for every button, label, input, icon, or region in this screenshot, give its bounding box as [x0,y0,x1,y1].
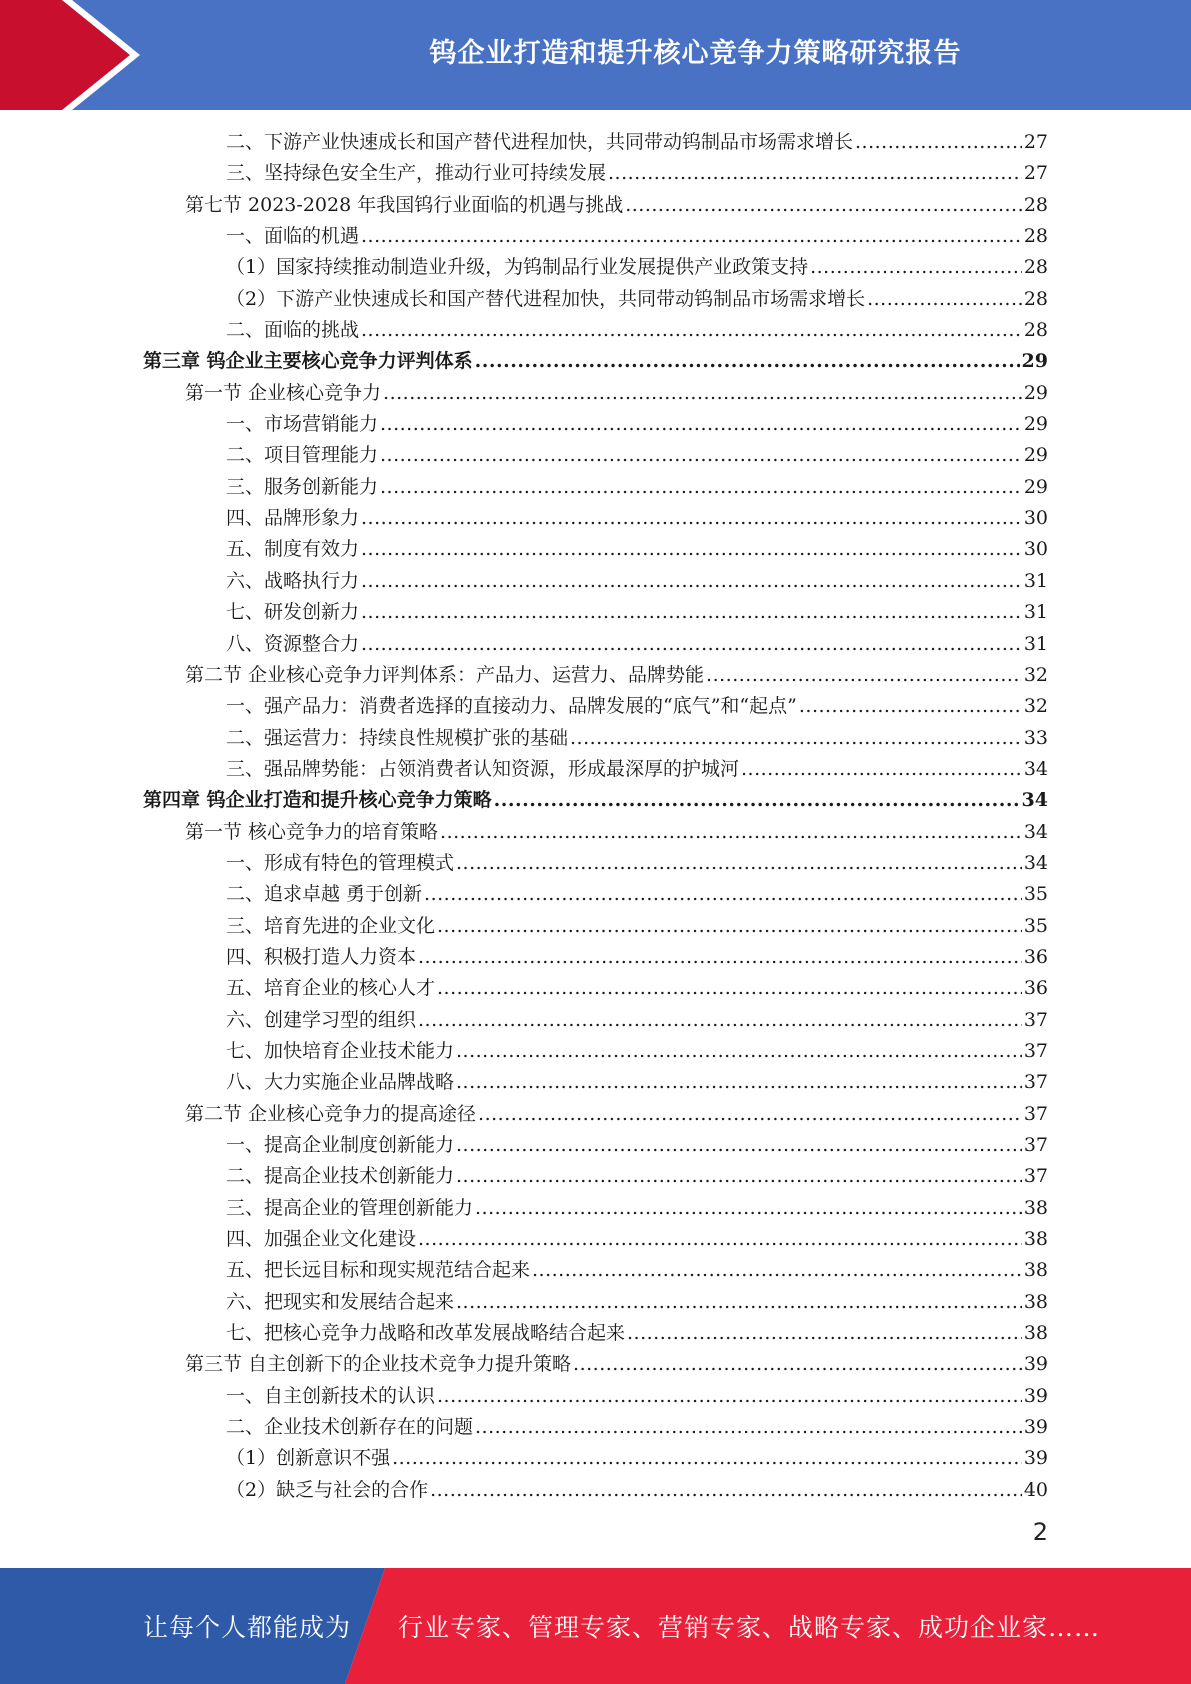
toc-chapter-entry[interactable] [0,785,1191,816]
toc-page-number: 28 [1023,287,1048,310]
toc-page-number: 31 [1023,632,1048,655]
toc-page-number: 38 [1023,1196,1048,1219]
toc-subsection-entry[interactable] [0,534,1191,565]
page-number: 2 [1032,1518,1048,1546]
toc-entry-title: 第一节 企业核心竞争力 [185,381,382,404]
toc-page-number: 34 [1021,789,1048,812]
toc-subsection-entry[interactable] [0,1412,1191,1443]
toc-dot-leader [440,817,1022,848]
table-of-contents [0,127,1191,1506]
toc-page-number: 32 [1023,695,1048,718]
toc-dot-leader [437,973,1022,1004]
toc-subsection-entry[interactable] [0,503,1191,534]
toc-subsection-entry[interactable] [0,1005,1191,1036]
toc-dot-leader [456,1036,1022,1067]
toc-page-number: 35 [1023,914,1048,937]
toc-page-number: 34 [1023,757,1048,780]
toc-dot-leader [361,597,1022,628]
toc-subsection-entry[interactable] [0,1067,1191,1098]
toc-entry-title: 三、坚持绿色安全生产，推动行业可持续发展 [226,162,607,185]
toc-subsection-entry[interactable] [0,1318,1191,1349]
toc-dot-leader [456,1287,1022,1318]
toc-subsection-entry[interactable] [0,1130,1191,1161]
toc-page-number: 38 [1023,1259,1048,1282]
toc-dot-leader [494,785,1020,816]
toc-page-number: 38 [1023,1322,1048,1345]
toc-dot-leader [570,723,1022,754]
toc-section-entry[interactable] [0,1099,1191,1130]
toc-entry-title: 三、服务创新能力 [226,475,379,498]
toc-entry-title: 第三节 自主创新下的企业技术竞争力提升策略 [185,1353,572,1376]
toc-entry-title: （2）下游产业快速成长和国产替代进程加快，共同带动钨制品市场需求增长 [226,287,866,310]
toc-entry-title: 二、企业技术创新存在的问题 [226,1416,474,1439]
toc-subsection-entry[interactable] [0,691,1191,722]
footer-banner [0,1568,1191,1684]
toc-dot-leader [475,1412,1022,1443]
toc-page-number: 31 [1023,601,1048,624]
toc-subsection-entry[interactable] [0,158,1191,189]
toc-entry-title: （1）创新意识不强 [226,1447,391,1470]
toc-subsection-entry[interactable] [0,1036,1191,1067]
toc-dot-leader [437,911,1022,942]
toc-subsection-entry[interactable] [0,221,1191,252]
toc-entry-title: 七、研发创新力 [226,601,360,624]
toc-page-number: 37 [1023,1071,1048,1094]
toc-subsection-entry[interactable] [0,848,1191,879]
toc-page-number: 28 [1023,193,1048,216]
toc-dot-leader [573,1349,1022,1380]
toc-dot-leader [361,566,1022,597]
toc-page-number: 34 [1023,820,1048,843]
toc-page-number: 37 [1023,1165,1048,1188]
toc-entry-title: （1）国家持续推动制造业升级，为钨制品行业发展提供产业政策支持 [226,256,809,279]
toc-dot-leader [475,346,1020,377]
toc-page-number: 37 [1023,1008,1048,1031]
toc-page-number: 39 [1023,1384,1048,1407]
toc-dot-leader [418,1005,1022,1036]
toc-dot-leader [625,190,1022,221]
toc-dot-leader [608,158,1022,189]
toc-entry-title: 六、战略执行力 [226,569,360,592]
toc-section-entry[interactable] [0,1349,1191,1380]
toc-entry-title: 二、项目管理能力 [226,444,379,467]
toc-entry-title: 七、把核心竞争力战略和改革发展战略结合起来 [226,1322,626,1345]
toc-entry-title: 五、培育企业的核心人才 [226,977,436,1000]
toc-dot-leader [855,127,1022,158]
toc-subsection-entry[interactable] [0,911,1191,942]
toc-page-number: 37 [1023,1134,1048,1156]
toc-entry-title: 二、强运营力：持续良性规模扩张的基础 [226,726,569,749]
toc-subsection-entry[interactable] [0,1193,1191,1224]
toc-dot-leader [456,1130,1022,1161]
toc-page-number: 29 [1023,381,1048,404]
toc-dot-leader [810,252,1022,283]
toc-dot-leader [380,440,1022,471]
toc-dot-leader [706,660,1022,691]
toc-dot-leader [478,1099,1022,1130]
footer-slogan-right: 行业专家、管理专家、营销专家、战略专家、成功企业家…… [398,1613,1101,1642]
chevron-arrow-icon [0,0,160,110]
footer-slogan-left: 让每个人都能成为 [143,1613,352,1642]
toc-page-number: 38 [1023,1228,1048,1251]
toc-dot-leader [380,409,1022,440]
toc-dot-leader [361,221,1022,252]
toc-entry-title: 七、加快培育企业技术能力 [226,1039,455,1062]
toc-dot-leader [418,1224,1022,1255]
toc-page-number: 39 [1023,1416,1048,1439]
toc-entry-title: 一、提高企业制度创新能力 [226,1134,455,1156]
toc-dot-leader [430,1475,1022,1506]
toc-dot-leader [475,1193,1022,1224]
toc-chapter-entry[interactable] [0,346,1191,377]
toc-section-entry[interactable] [0,817,1191,848]
toc-entry-title: （2）缺乏与社会的合作 [226,1478,429,1501]
toc-entry-title: 二、面临的挑战 [226,319,360,342]
toc-page-number: 28 [1023,256,1048,279]
toc-dot-leader [418,942,1022,973]
toc-subsection-entry[interactable] [0,629,1191,660]
toc-dot-leader [361,315,1022,346]
toc-dot-leader [799,691,1022,722]
toc-entry-title: 四、加强企业文化建设 [226,1228,417,1251]
toc-page-number: 27 [1023,162,1048,185]
toc-page-number: 29 [1023,413,1048,436]
toc-page-number: 29 [1023,444,1048,467]
toc-entry-title: 四、积极打造人力资本 [226,945,417,968]
toc-entry-title: 一、市场营销能力 [226,413,379,436]
toc-entry-title: 第二节 企业核心竞争力评判体系：产品力、运营力、品牌势能 [185,663,705,686]
toc-section-entry[interactable] [0,378,1191,409]
toc-subsection-entry[interactable] [0,942,1191,973]
toc-page-number: 37 [1023,1039,1048,1062]
toc-subsection-entry[interactable] [0,723,1191,754]
toc-dot-leader [456,848,1022,879]
toc-entry-title: 三、培育先进的企业文化 [226,914,436,937]
toc-page-number: 31 [1023,569,1048,592]
toc-entry-title: 六、把现实和发展结合起来 [226,1290,455,1313]
toc-dot-leader [361,629,1022,660]
document-title: 钨企业打造和提升核心竞争力策略研究报告 [429,37,962,69]
toc-entry-title: 三、提高企业的管理创新能力 [226,1196,474,1219]
toc-dot-leader [741,754,1022,785]
toc-dot-leader [456,1161,1022,1192]
toc-subsection-entry[interactable] [0,879,1191,910]
toc-page-number: 36 [1023,977,1048,1000]
toc-entry-title: 五、制度有效力 [226,538,360,561]
toc-page-number: 29 [1021,350,1048,373]
toc-page-number: 35 [1023,883,1048,906]
header-bar [0,0,1191,110]
toc-subsection-entry[interactable] [0,597,1191,628]
toc-page-number: 36 [1023,945,1048,968]
toc-page-number: 30 [1023,538,1048,561]
toc-dot-leader [456,1067,1022,1098]
toc-subsection-entry[interactable] [0,754,1191,785]
toc-page-number: 33 [1023,726,1048,749]
toc-page-number: 30 [1023,507,1048,530]
toc-entry-title: 第一节 核心竞争力的培育策略 [185,820,439,843]
toc-entry-title: 第七节 2023-2028 年我国钨行业面临的机遇与挑战 [185,193,624,216]
toc-entry-title: 第三章 钨企业主要核心竞争力评判体系 [143,350,473,373]
toc-subsection-entry[interactable] [0,566,1191,597]
toc-subsection-entry[interactable] [0,1381,1191,1412]
toc-page-number: 28 [1023,319,1048,342]
toc-entry-title: 二、追求卓越 勇于创新 [226,883,423,906]
toc-page-number: 40 [1023,1478,1048,1501]
toc-entry-title: 二、提高企业技术创新能力 [226,1165,455,1188]
toc-subsection-entry[interactable] [0,1443,1191,1474]
toc-page-number: 27 [1023,131,1048,153]
toc-page-number: 32 [1023,663,1048,686]
toc-entry-title: 一、面临的机遇 [226,225,360,248]
toc-subsection-entry[interactable] [0,409,1191,440]
toc-page-number: 38 [1023,1290,1048,1313]
toc-entry-title: 一、强产品力：消费者选择的直接动力、品牌发展的“底气”和“起点” [226,695,797,718]
toc-dot-leader [437,1381,1022,1412]
toc-entry-title: 四、品牌形象力 [226,507,360,530]
toc-entry-title: 一、自主创新技术的认识 [226,1384,436,1407]
toc-dot-leader [392,1443,1022,1474]
toc-page-number: 39 [1023,1447,1048,1470]
toc-entry-title: 八、资源整合力 [226,632,360,655]
toc-dot-leader [383,378,1022,409]
toc-entry-title: 二、下游产业快速成长和国产替代进程加快，共同带动钨制品市场需求增长 [226,131,854,153]
toc-page-number: 39 [1023,1353,1048,1376]
toc-page-number: 29 [1023,475,1048,498]
toc-page-number: 34 [1023,851,1048,874]
toc-entry-title: 第四章 钨企业打造和提升核心竞争力策略 [143,789,492,812]
toc-dot-leader [361,503,1022,534]
toc-dot-leader [867,284,1022,315]
toc-section-entry[interactable] [0,190,1191,221]
toc-subsection-entry[interactable] [0,1255,1191,1286]
toc-dot-leader [532,1255,1022,1286]
toc-section-entry[interactable] [0,660,1191,691]
toc-page-number: 28 [1023,225,1048,248]
toc-subsection-entry[interactable] [0,1224,1191,1255]
toc-dot-leader [361,534,1022,565]
toc-dot-leader [380,472,1022,503]
toc-subsection-entry[interactable] [0,127,1191,158]
toc-entry-title: 五、把长远目标和现实规范结合起来 [226,1259,531,1282]
toc-entry-title: 第二节 企业核心竞争力的提高途径 [185,1102,477,1125]
toc-subsection-entry[interactable] [0,315,1191,346]
toc-entry-title: 八、大力实施企业品牌战略 [226,1071,455,1094]
toc-subsection-entry[interactable] [0,440,1191,471]
toc-subsection-entry[interactable] [0,252,1191,283]
toc-subsection-entry[interactable] [0,1475,1191,1506]
toc-entry-title: 三、强品牌势能：占领消费者认知资源，形成最深厚的护城河 [226,757,740,780]
toc-dot-leader [424,879,1022,910]
toc-subsection-entry[interactable] [0,1161,1191,1192]
toc-subsection-entry[interactable] [0,973,1191,1004]
toc-dot-leader [627,1318,1022,1349]
toc-entry-title: 六、创建学习型的组织 [226,1008,417,1031]
toc-entry-title: 一、形成有特色的管理模式 [226,851,455,874]
toc-subsection-entry[interactable] [0,472,1191,503]
toc-subsection-entry[interactable] [0,1287,1191,1318]
toc-page-number: 37 [1023,1102,1048,1125]
toc-subsection-entry[interactable] [0,284,1191,315]
